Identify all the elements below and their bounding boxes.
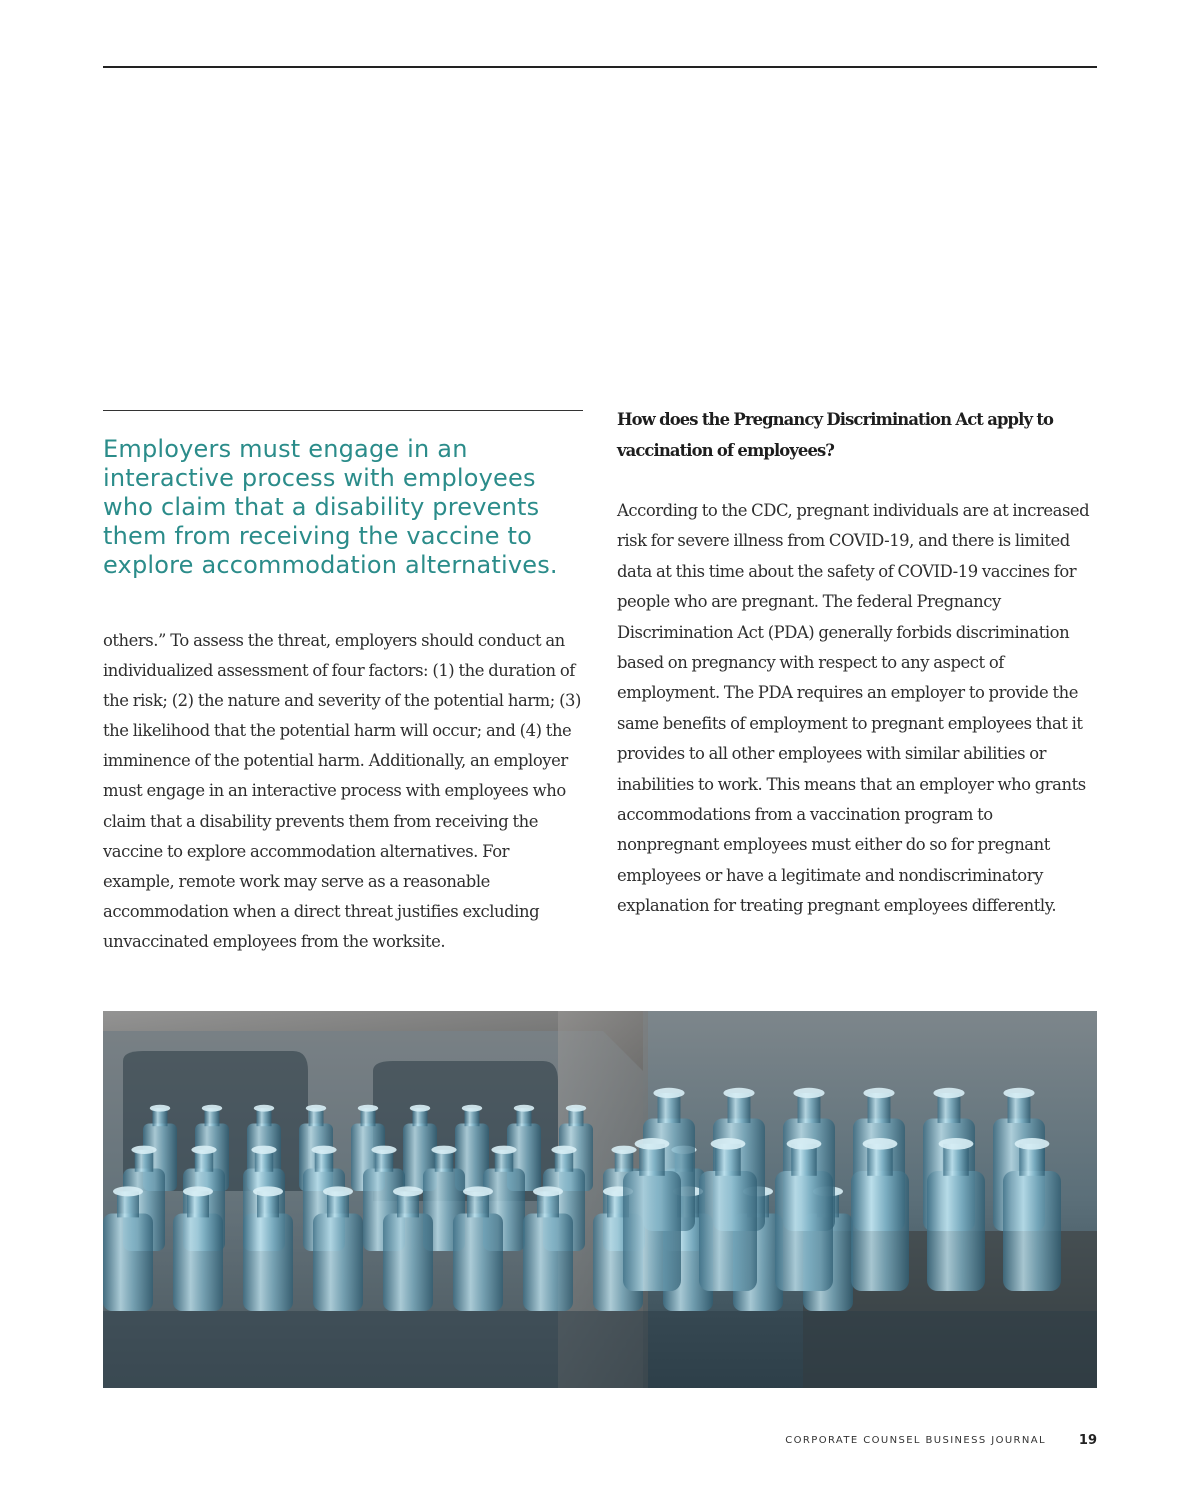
vial-body bbox=[851, 1171, 909, 1291]
vial-lip bbox=[723, 1088, 754, 1098]
vial-lip bbox=[371, 1146, 396, 1154]
vial-lip bbox=[863, 1138, 898, 1150]
left-column bbox=[103, 410, 583, 957]
vial-lip bbox=[1003, 1088, 1034, 1098]
vial-lip bbox=[410, 1105, 430, 1112]
vial-lip bbox=[933, 1088, 964, 1098]
vial-lip bbox=[393, 1186, 423, 1196]
vial-lip bbox=[131, 1146, 156, 1154]
vial-lip bbox=[202, 1105, 222, 1112]
vial-body bbox=[313, 1214, 363, 1312]
pull-quote-rule bbox=[103, 410, 583, 411]
vial-lip bbox=[253, 1186, 283, 1196]
vial-lip bbox=[566, 1105, 586, 1112]
vial-lip bbox=[787, 1138, 822, 1150]
vial-lip bbox=[514, 1105, 534, 1112]
vials-illustration bbox=[103, 1011, 1097, 1388]
vial-lip bbox=[551, 1146, 576, 1154]
page-number: 19 bbox=[1078, 1433, 1097, 1448]
vial-body bbox=[927, 1171, 985, 1291]
vial-lip bbox=[491, 1146, 516, 1154]
vial-lip bbox=[311, 1146, 336, 1154]
pull-quote: Employers must engage in an interactive process with employees who claim that a disability prevents them from receiving the vaccine to explore accommodation alternatives. bbox=[103, 435, 558, 579]
vial-lip bbox=[254, 1105, 274, 1112]
vaccine-vials-photo bbox=[103, 1011, 1097, 1388]
vial-lip bbox=[711, 1138, 746, 1150]
vial-body bbox=[103, 1214, 153, 1312]
vial-lip bbox=[358, 1105, 378, 1112]
vial-lip bbox=[863, 1088, 894, 1098]
vial-lip bbox=[635, 1138, 670, 1150]
vial-lip bbox=[611, 1146, 636, 1154]
vial-body bbox=[1003, 1171, 1061, 1291]
vial-body bbox=[623, 1171, 681, 1291]
vial-body bbox=[523, 1214, 573, 1312]
right-body-text: According to the CDC, pregnant individuals are at increased risk for severe illness from COVID-19, and there is limited data at this time about the safety of COVID-19 vaccines for people who are pregnant. The federal Pregnancy Discrimination Act (PDA) generally forbids discrimination based on pregnancy with respect to any aspect of employment. The PDA requires an employer to provide the same benefits of employment to pregnant employees that it provides to all other employees with similar abilities or inabilities to work. This means that an employer who grants accommodations from a vaccination program to nonpregnant employees must either do so for pregnant employees or have a legitimate and nondiscriminatory explanation for treating pregnant employees differently. bbox=[617, 501, 1090, 916]
vial-lip bbox=[251, 1146, 276, 1154]
vial-lip bbox=[533, 1186, 563, 1196]
vial-lip bbox=[431, 1146, 456, 1154]
vial-lip bbox=[306, 1105, 326, 1112]
right-column bbox=[617, 404, 1097, 922]
section-heading: How does the Pregnancy Discrimination Act apply to vaccination of employees? bbox=[617, 410, 1054, 460]
vial-lip bbox=[150, 1105, 170, 1112]
vial-body bbox=[383, 1214, 433, 1312]
vial-body bbox=[699, 1171, 757, 1291]
vial-body bbox=[775, 1171, 833, 1291]
vial-body bbox=[173, 1214, 223, 1312]
vial-lip bbox=[939, 1138, 974, 1150]
vial-lip bbox=[1015, 1138, 1050, 1150]
vial-lip bbox=[183, 1186, 213, 1196]
vial-lip bbox=[323, 1186, 353, 1196]
vial-body bbox=[453, 1214, 503, 1312]
vial-lip bbox=[793, 1088, 824, 1098]
vial-lip bbox=[462, 1105, 482, 1112]
vial-body bbox=[243, 1214, 293, 1312]
top-rule bbox=[103, 66, 1097, 68]
vial-lip bbox=[653, 1088, 684, 1098]
footer-journal-name: CORPORATE COUNSEL BUSINESS JOURNAL bbox=[785, 1435, 1046, 1446]
vial-lip bbox=[463, 1186, 493, 1196]
vial-lip bbox=[113, 1186, 143, 1196]
vial-lip bbox=[191, 1146, 216, 1154]
left-body-text: others.” To assess the threat, employers should conduct an individualized assessment of four factors: (1) the duration of the risk; (2) the nature and severity of the potential harm; (3) the likelihood that the potential harm will occur; and (4) the imminence of the potential harm. Additionally, an employer must engage in an interactive process with employees who claim that a disability prevents them from receiving the vaccine to explore accommodation alternatives. For example, remote work may serve as a reasonable accommodation when a direct threat justifies excluding unvaccinated employees from the worksite. bbox=[103, 631, 581, 951]
